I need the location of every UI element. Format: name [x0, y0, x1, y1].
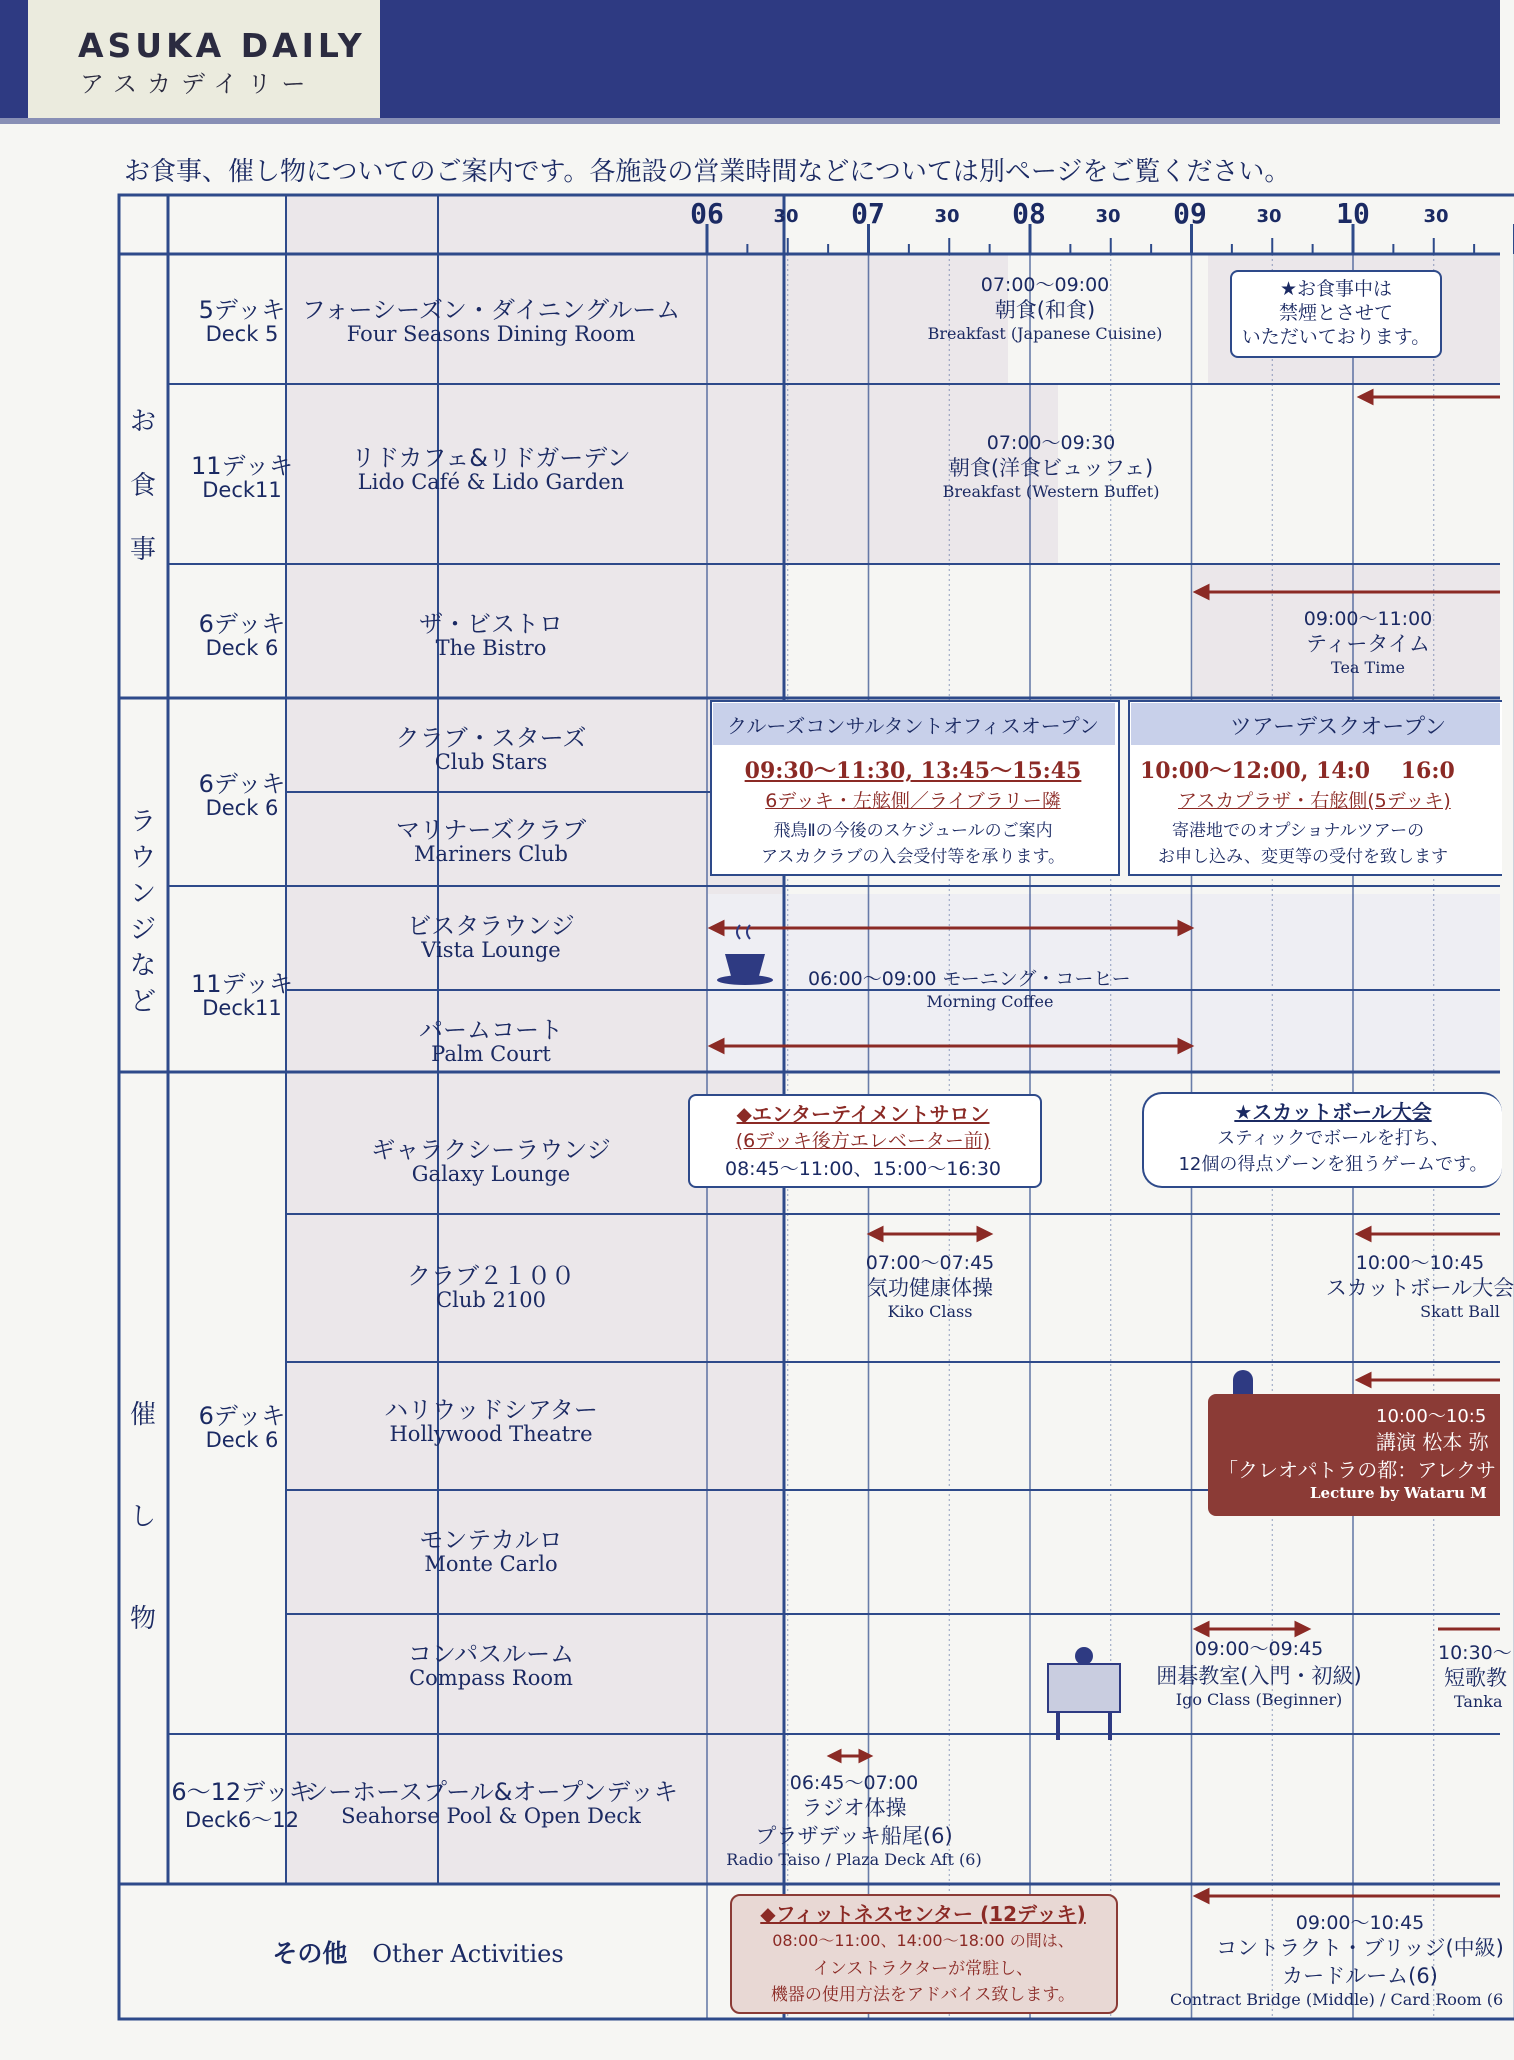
- lecture-time: 10:00〜10:5: [1376, 1406, 1487, 1427]
- morning-coffee-title: 06:00〜09:00 モーニング・コーヒー: [808, 968, 1131, 990]
- venue-four-seasons: フォーシーズン・ダイニングルーム: [301, 296, 681, 324]
- venue-monte-carlo: モンテカルロ: [419, 1526, 563, 1554]
- deck-label-en: Deck 6: [205, 1428, 279, 1452]
- deck-label: 5デッキ: [198, 296, 286, 324]
- breakfast-jp-time: 07:00〜09:00: [980, 274, 1110, 296]
- deck-label: 6デッキ: [198, 1402, 286, 1430]
- entertainment-salon-place: (6デッキ後方エレベーター前): [735, 1130, 991, 1152]
- breakfast-jp-shade: [708, 254, 1008, 384]
- category-dining: お食事: [129, 407, 156, 565]
- tanka-time: 10:30〜: [1438, 1642, 1512, 1664]
- category-events: 催し物: [129, 1400, 156, 1634]
- venue-club-stars: クラブ・スターズ: [395, 724, 587, 752]
- venue-club-stars-en: Club Stars: [434, 750, 548, 774]
- tour-desk-place: アスカプラザ・右舷側(5デッキ): [1178, 790, 1451, 812]
- consultant-desc: アスカクラブの入会受付等を承ります。: [761, 847, 1065, 867]
- venue-hollywood-en: Hollywood Theatre: [389, 1422, 593, 1446]
- venue-club-2100: クラブ２１００: [407, 1262, 575, 1290]
- venue-compass-en: Compass Room: [409, 1666, 573, 1690]
- entertainment-salon-title: ◆エンターテイメントサロン: [736, 1102, 990, 1126]
- venue-compass: コンパスルーム: [407, 1640, 575, 1668]
- lecture-speaker: 講演 松本 弥: [1376, 1430, 1489, 1454]
- igo-en: Igo Class (Beginner): [1175, 1690, 1343, 1709]
- header-stripe: [0, 118, 1500, 124]
- scat-ball-info-line: 12個の得点ゾーンを狙うゲームです。: [1178, 1154, 1488, 1175]
- consultant-place: 6デッキ・左舷側／ライブラリー隣: [765, 790, 1061, 812]
- venue-seahorse-en: Seahorse Pool & Open Deck: [341, 1804, 641, 1828]
- hour-label-08: 08: [1012, 197, 1046, 230]
- tour-desk-desc: 寄港地でのオプショナルツアーの: [1172, 821, 1425, 841]
- tea-time-en: Tea Time: [1331, 658, 1405, 677]
- radio-taiso-time: 06:45〜07:00: [789, 1772, 919, 1794]
- tea-time-title: ティータイム: [1306, 632, 1430, 656]
- venue-monte-carlo-en: Monte Carlo: [424, 1552, 558, 1576]
- bridge-title: コントラクト・ブリッジ(中級): [1216, 1936, 1504, 1960]
- kiko-title: 気功健康体操: [867, 1276, 993, 1300]
- go-board-icon: [1048, 1647, 1120, 1740]
- venue-lido: リドカフェ&リドガーデン: [351, 444, 631, 472]
- scat-ball-time: 10:00〜10:45: [1355, 1252, 1485, 1274]
- deck-label: 6デッキ: [198, 610, 286, 638]
- hour-label-06: 06: [690, 197, 724, 230]
- venue-galaxy: ギャラクシーラウンジ: [371, 1136, 611, 1164]
- venue-bistro-en: The Bistro: [435, 636, 547, 660]
- hour-label-07: 07: [851, 197, 885, 230]
- schedule-table: [118, 194, 1514, 2020]
- hour-label-09: 09: [1173, 197, 1207, 230]
- newsletter-title: ASUKA DAILY: [78, 26, 366, 65]
- venue-mariners: マリナーズクラブ: [395, 816, 587, 844]
- no-smoking-line: 禁煙とさせて: [1278, 302, 1394, 324]
- deck-label: 6〜12デッキ: [171, 1778, 313, 1806]
- deck-label-en: Deck6〜12: [185, 1808, 299, 1832]
- tour-desk-time: 10:00〜12:00, 14:0 16:0: [1140, 758, 1455, 784]
- half-hour-label: 30: [1095, 206, 1121, 227]
- lecture-title: 「クレオパトラの都：アレクサ: [1218, 1458, 1496, 1482]
- lecture-en: Lecture by Wataru M: [1310, 1484, 1487, 1502]
- tanka-en: Tanka: [1454, 1692, 1503, 1711]
- tanka-title: 短歌教: [1444, 1666, 1507, 1690]
- venue-mariners-en: Mariners Club: [414, 842, 568, 866]
- intro-text: お食事、催し物についてのご案内です。各施設の営業時間などについては別ページをご覧ください。: [124, 157, 1291, 187]
- breakfast-west-title: 朝食(洋食ビュッフェ): [948, 456, 1154, 480]
- bridge-en: Contract Bridge (Middle) / Card Room (6: [1170, 1990, 1504, 2009]
- venue-lido-en: Lido Café & Lido Garden: [357, 470, 625, 494]
- scat-ball-info-title: ★スカットボール大会: [1234, 1100, 1432, 1124]
- half-hour-label: 30: [1423, 206, 1449, 227]
- fitness-title: ◆フィットネスセンター (12デッキ): [760, 1902, 1086, 1926]
- venue-palm-court: パームコート: [419, 1016, 563, 1044]
- deck-label-en: Deck 6: [205, 636, 279, 660]
- radio-taiso-title: ラジオ体操: [801, 1796, 907, 1820]
- deck-label: 11デッキ: [190, 452, 294, 480]
- half-hour-label: 30: [773, 206, 799, 227]
- fitness-desc: インストラクターが常駐し、: [812, 1959, 1034, 1979]
- category-lounges: ラウンジなど: [129, 807, 156, 1017]
- no-smoking-line: ★お食事中は: [1279, 278, 1393, 300]
- venue-palm-court-en: Palm Court: [431, 1042, 551, 1066]
- deck-label: 11デッキ: [190, 970, 294, 998]
- no-smoking-line: いただいております。: [1241, 326, 1431, 348]
- bridge-time: 09:00〜10:45: [1295, 1912, 1425, 1934]
- half-hour-label: 30: [1256, 206, 1282, 227]
- igo-title: 囲碁教室(入門・初級): [1156, 1664, 1362, 1688]
- venue-vista-en: Vista Lounge: [421, 938, 561, 962]
- venue-galaxy-en: Galaxy Lounge: [411, 1162, 571, 1186]
- scat-ball-info-line: スティックでボールを打ち、: [1217, 1128, 1449, 1149]
- breakfast-jp-title: 朝食(和食): [994, 298, 1096, 322]
- venue-club-2100-en: Club 2100: [436, 1288, 546, 1312]
- radio-taiso-en: Radio Taiso / Plaza Deck Aft (6): [726, 1850, 982, 1869]
- deck-label-en: Deck 5: [205, 322, 279, 346]
- morning-coffee-en: Morning Coffee: [926, 992, 1054, 1011]
- venue-vista: ビスタラウンジ: [407, 912, 575, 940]
- breakfast-west-en: Breakfast (Western Buffet): [942, 482, 1160, 501]
- tour-desk-desc: お申し込み、変更等の受付を致します: [1158, 847, 1449, 867]
- newsletter-subtitle: アスカデイリー: [80, 70, 316, 98]
- hour-label-10: 10: [1336, 197, 1370, 230]
- kiko-time: 07:00〜07:45: [865, 1252, 995, 1274]
- entertainment-salon-time: 08:45〜11:00、15:00〜16:30: [724, 1158, 1002, 1180]
- tea-time-time: 09:00〜11:00: [1303, 608, 1433, 630]
- venue-hollywood: ハリウッドシアター: [384, 1396, 598, 1424]
- deck-label-en: Deck 6: [205, 796, 279, 820]
- scat-ball-en: Skatt Ball: [1420, 1302, 1500, 1321]
- igo-time: 09:00〜09:45: [1194, 1638, 1324, 1660]
- radio-taiso-place: プラザデッキ船尾(6): [755, 1824, 953, 1848]
- venue-bistro: ザ・ビストロ: [419, 610, 563, 638]
- consultant-time: 09:30〜11:30, 13:45〜15:45: [744, 758, 1082, 784]
- consultant-title: クルーズコンサルタントオフィスオープン: [727, 714, 1099, 738]
- breakfast-west-time: 07:00〜09:30: [986, 432, 1116, 454]
- deck-label-en: Deck11: [202, 996, 282, 1020]
- other-activities-label: その他 Other Activities: [272, 1939, 564, 1968]
- breakfast-jp-en: Breakfast (Japanese Cuisine): [927, 324, 1163, 343]
- scat-ball-title: スカットボール大会: [1325, 1276, 1514, 1300]
- half-hour-label: 30: [934, 206, 960, 227]
- bridge-place: カードルーム(6): [1282, 1964, 1438, 1988]
- fitness-hours: 08:00〜11:00、14:00〜18:00 の間は、: [772, 1931, 1074, 1950]
- kiko-en: Kiko Class: [887, 1302, 973, 1321]
- venue-seahorse: シーホースプール&オープンデッキ: [304, 1778, 678, 1806]
- venue-four-seasons-en: Four Seasons Dining Room: [346, 322, 636, 346]
- tour-desk-title: ツアーデスクオープン: [1229, 715, 1447, 740]
- deck-label: 6デッキ: [198, 770, 286, 798]
- deck-label-en: Deck11: [202, 478, 282, 502]
- fitness-desc: 機器の使用方法をアドバイス致します。: [770, 1985, 1076, 2005]
- consultant-desc: 飛鳥Ⅱの今後のスケジュールのご案内: [773, 821, 1053, 841]
